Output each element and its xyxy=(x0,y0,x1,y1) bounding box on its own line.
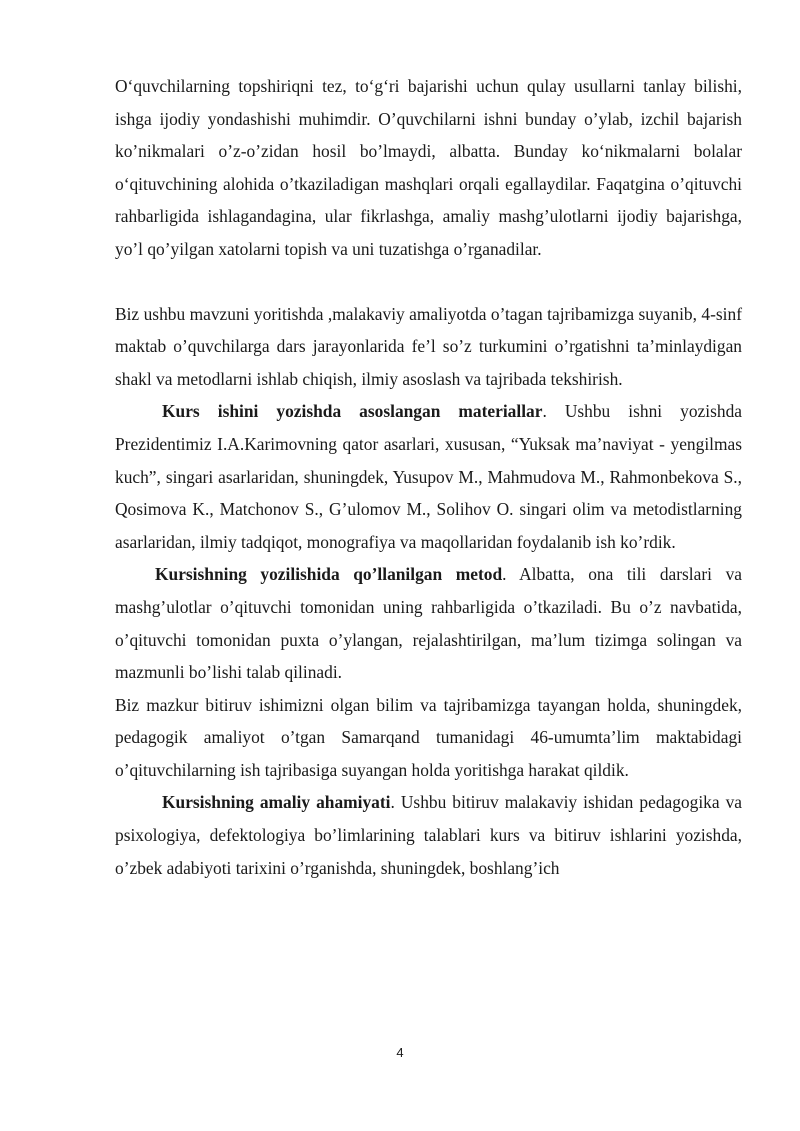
materials-heading: Kurs ishini yozishda asoslangan materiallar xyxy=(162,401,543,422)
paragraph-significance xyxy=(115,786,742,884)
significance-text: . Ushbu bitiruv malakaviy ishidan pedagogika va psixologiya, defektologiya bo’limlarining talablari kurs va bitiruv ishlarini yozishda, o’zbek adabiyoti tarixini o’rganishda, shuningdek, boshlang’ich xyxy=(115,792,742,878)
paragraph-materials xyxy=(115,395,742,558)
page-number: 4 xyxy=(396,1045,404,1060)
significance-heading: Kursishning amaliy ahamiyati xyxy=(162,792,391,813)
paragraph-goal: Biz ushbu mavzuni yoritishda ,malakaviy amaliyotda o’tagan tajribamizga suyanib, 4-sinf maktab o’quvchilarga dars jarayonlarida fe’l so’z turkumini o’rgatishni ta’minlaydigan shakl va metodlarni ishlab chiqish, ilmiy asoslash va tajribada tekshirish. xyxy=(115,303,742,389)
materials-text: . Ushbu ishni yozishda Prezidentimiz I.A.Karimovning qator asarlari, xususan, “Yuksak ma’naviyat - yengilmas kuch”, singari asarlaridan, shuningdek, Yusupov M., Mahmudova M., Rahmonbekova S., Qosimova K., Matchonov S., G’ulomov M., Solihov O. singari olim va metodistlarning asarlaridan, ilmiy tadqiqot, monografiya va maqollaridan foydalanib ish ko’rdik. xyxy=(115,401,742,552)
body-text xyxy=(115,70,742,884)
paragraph-method xyxy=(115,558,742,688)
method-text: . Albatta, ona tili darslari va mashg’ulotlar o’qituvchi tomonidan uning rahbarligida o’tkaziladi. Bu o’z navbatida, o’qituvchi tomonidan puxta o’ylangan, rejalashtirilgan, ma’lum tizimga solingan va mazmunli bo’lishi talab qilinadi. xyxy=(115,564,742,683)
paragraph-gap xyxy=(115,266,742,298)
paragraph-experience: Biz mazkur bitiruv ishimizni olgan bilim va tajribamizga tayangan holda, shuningdek, pedagogik amaliyot o’tgan Samarqand tumanidagi 46-umumta’lim maktabidagi o’qituvchilarning ish tajribasiga suyangan holda yoritishga harakat qildik. xyxy=(115,694,742,780)
paragraph-intro: O‘quvchilarning topshiriqni tez, to‘g‘ri bajarishi uchun qulay usullarni tanlay bilishi, ishga ijodiy yondashishi muhimdir. O’quvchilarni ishni bunday o’ylab, izchil bajarish ko’nikmalari o’z-o’zidan hosil bo’lmaydi, albatta. Bunday ko‘nikmalarni bolalar o‘qituvchining alohida o’tkaziladigan mashqlari orqali egallaydilar. Faqatgina o’qituvchi rahbarligida ishlagandagina, ular fikrlashga, amaliy mashg’ulotlarni ijodiy bajarishga, yo’l qo’yilgan xatolarni topish va uni tuzatishga o’rganadilar. xyxy=(115,76,742,259)
method-heading: Kursishning yozilishida qo’llanilgan metod xyxy=(155,564,503,585)
